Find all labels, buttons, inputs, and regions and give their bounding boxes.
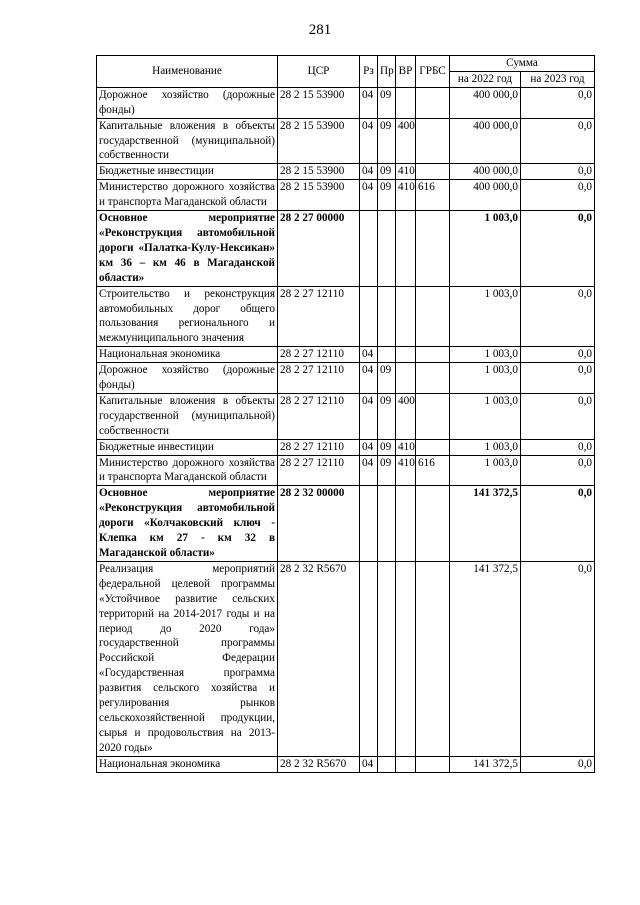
vr-cell: 410 — [396, 439, 416, 455]
table-row — [97, 180, 595, 211]
header-pr: Пр — [378, 56, 396, 88]
name-cell: Капитальные вложения в объекты государственной (муниципальной) собственности — [97, 118, 278, 164]
grbs-cell — [416, 393, 450, 439]
name-cell: Капитальные вложения в объекты государственной (муниципальной) собственности — [97, 393, 278, 439]
csr-cell: 28 2 15 53900 — [278, 180, 360, 211]
header-sum: Сумма — [450, 56, 595, 72]
csr-cell: 28 2 15 53900 — [278, 87, 360, 118]
vr-cell — [396, 347, 416, 363]
csr-cell: 28 2 27 12110 — [278, 393, 360, 439]
vr-cell — [396, 211, 416, 287]
name-cell: Строительство и реконструкция автомобильных дорог общего пользования регионального и межмуниципального значения — [97, 286, 278, 347]
rz-cell: 04 — [360, 363, 378, 394]
amount-2022-cell: 1 003,0 — [450, 347, 521, 363]
rz-cell — [360, 486, 378, 562]
table-row — [97, 286, 595, 347]
vr-cell — [396, 286, 416, 347]
name-cell: Национальная экономика — [97, 756, 278, 772]
pr-cell — [378, 211, 396, 287]
rz-cell: 04 — [360, 347, 378, 363]
amount-2023-cell: 0,0 — [521, 87, 595, 118]
budget-table — [96, 55, 595, 773]
amount-2023-cell: 0,0 — [521, 347, 595, 363]
csr-cell: 28 2 27 12110 — [278, 347, 360, 363]
amount-2022-cell: 400 000,0 — [450, 164, 521, 180]
amount-2023-cell: 0,0 — [521, 211, 595, 287]
grbs-cell — [416, 439, 450, 455]
rz-cell: 04 — [360, 180, 378, 211]
table-row — [97, 486, 595, 562]
pr-cell — [378, 561, 396, 756]
csr-cell: 28 2 27 12110 — [278, 363, 360, 394]
grbs-cell: 616 — [416, 180, 450, 211]
pr-cell — [378, 286, 396, 347]
table-row — [97, 211, 595, 287]
header-csr: ЦСР — [278, 56, 360, 88]
amount-2023-cell: 0,0 — [521, 180, 595, 211]
amount-2022-cell: 1 003,0 — [450, 455, 521, 486]
rz-cell: 04 — [360, 164, 378, 180]
pr-cell: 09 — [378, 455, 396, 486]
rz-cell — [360, 211, 378, 287]
csr-cell: 28 2 27 12110 — [278, 455, 360, 486]
rz-cell: 04 — [360, 439, 378, 455]
name-cell: Основное мероприятие «Реконструкция автомобильной дороги «Колчаковский ключ - Клепка км 27 - км 32 в Магаданской области» — [97, 486, 278, 562]
grbs-cell — [416, 87, 450, 118]
grbs-cell — [416, 286, 450, 347]
csr-cell: 28 2 15 53900 — [278, 118, 360, 164]
grbs-cell — [416, 561, 450, 756]
amount-2023-cell: 0,0 — [521, 439, 595, 455]
amount-2022-cell: 141 372,5 — [450, 756, 521, 772]
pr-cell: 09 — [378, 164, 396, 180]
pr-cell: 09 — [378, 363, 396, 394]
grbs-cell — [416, 211, 450, 287]
vr-cell — [396, 486, 416, 562]
rz-cell: 04 — [360, 756, 378, 772]
amount-2022-cell: 141 372,5 — [450, 561, 521, 756]
name-cell: Бюджетные инвестиции — [97, 439, 278, 455]
vr-cell — [396, 561, 416, 756]
csr-cell: 28 2 32 R5670 — [278, 561, 360, 756]
vr-cell — [396, 363, 416, 394]
pr-cell — [378, 347, 396, 363]
vr-cell: 400 — [396, 393, 416, 439]
csr-cell: 28 2 27 12110 — [278, 286, 360, 347]
table-body — [97, 87, 595, 772]
pr-cell: 09 — [378, 118, 396, 164]
amount-2022-cell: 1 003,0 — [450, 363, 521, 394]
table-row — [97, 118, 595, 164]
amount-2023-cell: 0,0 — [521, 118, 595, 164]
header-grbs: ГРБС — [416, 56, 450, 88]
table-row — [97, 363, 595, 394]
name-cell: Дорожное хозяйство (дорожные фонды) — [97, 363, 278, 394]
csr-cell: 28 2 27 00000 — [278, 211, 360, 287]
page-number: 281 — [308, 22, 332, 38]
vr-cell: 410 — [396, 455, 416, 486]
csr-cell: 28 2 27 12110 — [278, 439, 360, 455]
rz-cell: 04 — [360, 393, 378, 439]
amount-2023-cell: 0,0 — [521, 164, 595, 180]
amount-2023-cell: 0,0 — [521, 455, 595, 486]
amount-2022-cell: 1 003,0 — [450, 393, 521, 439]
table-row — [97, 561, 595, 756]
table-row — [97, 756, 595, 772]
header-vr: ВР — [396, 56, 416, 88]
pr-cell: 09 — [378, 180, 396, 211]
pr-cell — [378, 756, 396, 772]
rz-cell: 04 — [360, 87, 378, 118]
table-row — [97, 393, 595, 439]
grbs-cell — [416, 118, 450, 164]
grbs-cell — [416, 756, 450, 772]
amount-2023-cell: 0,0 — [521, 393, 595, 439]
pr-cell: 09 — [378, 393, 396, 439]
amount-2022-cell: 1 003,0 — [450, 286, 521, 347]
grbs-cell — [416, 486, 450, 562]
amount-2022-cell: 1 003,0 — [450, 211, 521, 287]
vr-cell: 410 — [396, 180, 416, 211]
grbs-cell — [416, 164, 450, 180]
amount-2022-cell: 1 003,0 — [450, 439, 521, 455]
header-rz: Рз — [360, 56, 378, 88]
rz-cell: 04 — [360, 118, 378, 164]
csr-cell: 28 2 32 00000 — [278, 486, 360, 562]
name-cell: Бюджетные инвестиции — [97, 164, 278, 180]
header-year-2022: на 2022 год — [450, 71, 521, 87]
pr-cell: 09 — [378, 87, 396, 118]
vr-cell — [396, 756, 416, 772]
pr-cell: 09 — [378, 439, 396, 455]
amount-2022-cell: 400 000,0 — [450, 180, 521, 211]
rz-cell — [360, 561, 378, 756]
vr-cell: 410 — [396, 164, 416, 180]
name-cell: Национальная экономика — [97, 347, 278, 363]
name-cell: Дорожное хозяйство (дорожные фонды) — [97, 87, 278, 118]
rz-cell: 04 — [360, 455, 378, 486]
amount-2022-cell: 400 000,0 — [450, 118, 521, 164]
table-row — [97, 439, 595, 455]
csr-cell: 28 2 32 R5670 — [278, 756, 360, 772]
table-row — [97, 87, 595, 118]
name-cell: Министерство дорожного хозяйства и транспорта Магаданской области — [97, 180, 278, 211]
amount-2023-cell: 0,0 — [521, 486, 595, 562]
rz-cell — [360, 286, 378, 347]
vr-cell: 400 — [396, 118, 416, 164]
header-year-2023: на 2023 год — [521, 71, 595, 87]
amount-2022-cell: 141 372,5 — [450, 486, 521, 562]
amount-2023-cell: 0,0 — [521, 561, 595, 756]
grbs-cell — [416, 363, 450, 394]
amount-2023-cell: 0,0 — [521, 286, 595, 347]
grbs-cell — [416, 347, 450, 363]
table-row — [97, 455, 595, 486]
grbs-cell: 616 — [416, 455, 450, 486]
amount-2023-cell: 0,0 — [521, 756, 595, 772]
amount-2023-cell: 0,0 — [521, 363, 595, 394]
name-cell: Реализация мероприятий федеральной целевой программы «Устойчивое развитие сельских территорий на 2014-2017 годы и на период до 2020 года» государственной программы Российской Федерации «Государственная программа развития сельского хозяйства и регулирования рынков сельскохозяйственной продукции, сырья и продовольствия на 2013-2020 годы» — [97, 561, 278, 756]
name-cell: Министерство дорожного хозяйства и транспорта Магаданской области — [97, 455, 278, 486]
table-row — [97, 347, 595, 363]
amount-2022-cell: 400 000,0 — [450, 87, 521, 118]
table-row — [97, 164, 595, 180]
header-name: Наименование — [97, 56, 278, 88]
csr-cell: 28 2 15 53900 — [278, 164, 360, 180]
vr-cell — [396, 87, 416, 118]
name-cell: Основное мероприятие «Реконструкция автомобильной дороги «Палатка-Кулу-Нексикан» км 36 – км 46 в Магаданской области» — [97, 211, 278, 287]
pr-cell — [378, 486, 396, 562]
